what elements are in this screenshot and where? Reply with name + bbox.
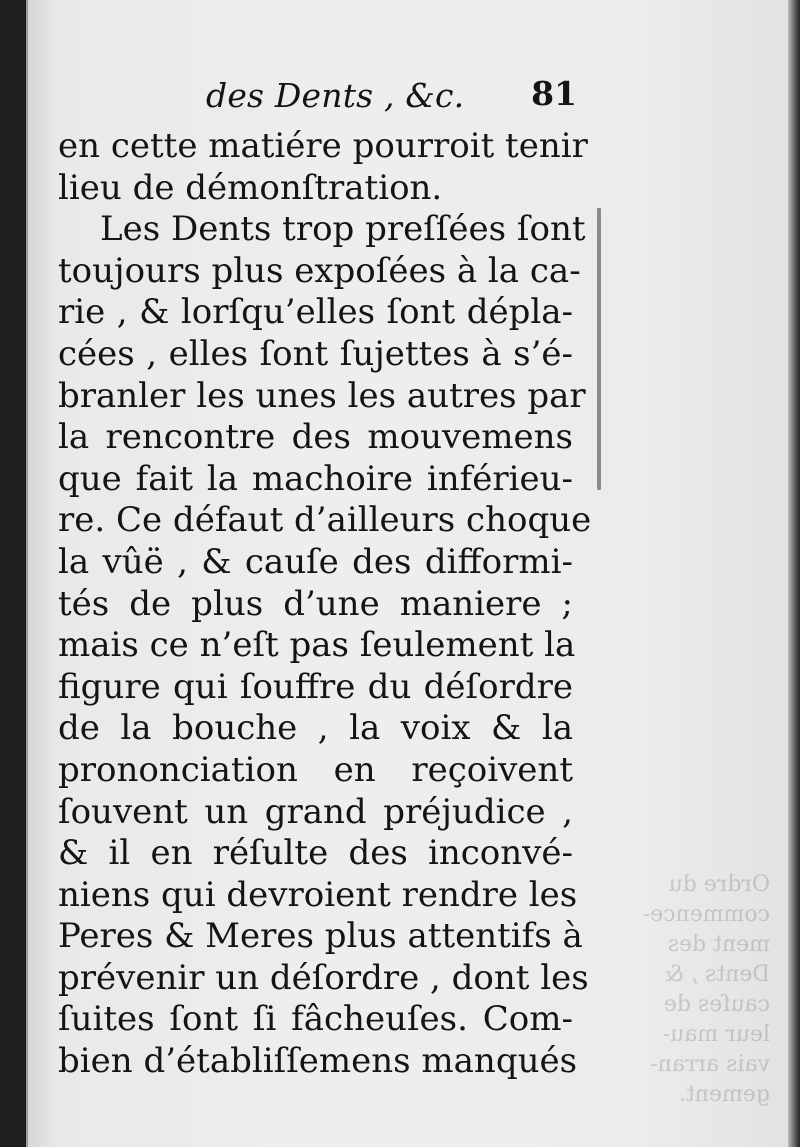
text-line: branler les unes les autres par [58,375,586,416]
show-through-margin-note [600,870,770,1110]
page-number: 81 [531,74,577,113]
text-line: cées , elles ſont ſujettes à s’é- [58,333,573,374]
text-line: figure qui ſouffre du déſordre [58,666,573,707]
text-line: la rencontre des mouvemens [58,417,573,458]
running-title: des Dents , &c. [206,76,465,115]
ghost-line: vais arran- [650,1052,770,1077]
text-line: re. Ce défaut d’ailleurs choque [58,500,592,541]
ghost-line: commence- [642,902,770,927]
binding-shadow [788,0,800,1147]
text-line: Peres & Meres plus attentifs à [58,916,583,957]
text-line: mais ce n’eſt pas ſeulement la [58,625,576,666]
text-line: en cette matiére pourroit tenir [58,126,588,166]
text-line: & il en réſulte des inconvé- [58,833,573,874]
text-line: la vûë , & cauſe des difformi- [58,541,573,582]
ghost-line: gement. [679,1082,770,1107]
ghost-line: ment des [667,932,770,957]
ghost-line: cauſes de [663,992,770,1017]
text-line: ſuites ſont ſi fâcheuſes. Com- [58,999,573,1040]
body-text [58,126,592,1083]
text-line: bien d’établiſſemens manqués [58,1041,578,1082]
text-line: rie , & lorſqu’elles ſont dépla- [58,292,573,333]
margin-bar [597,208,601,490]
text-line: prononciation en reçoivent [58,749,573,790]
ghost-line: leur mau- [662,1022,770,1047]
ghost-line: Dents , & [664,962,770,987]
text-line: Les Dents trop preſſées ſont [100,209,586,250]
text-line: prévenir un déſordre , dont les [58,957,589,998]
text-line: que fait la machoire inférieu- [58,458,573,499]
text-line: tés de plus d’une maniere ; [58,583,573,624]
text-line: de la bouche , la voix & la [58,708,573,749]
text-line: ſouvent un grand préjudice , [58,791,573,832]
text-line: toujours plus expoſées à la ca- [58,250,581,291]
text-line: lieu de démonſtration. [58,167,443,208]
text-line: niens qui devroient rendre les [58,874,578,915]
running-head [206,76,581,124]
ghost-line: Ordre du [668,872,770,897]
